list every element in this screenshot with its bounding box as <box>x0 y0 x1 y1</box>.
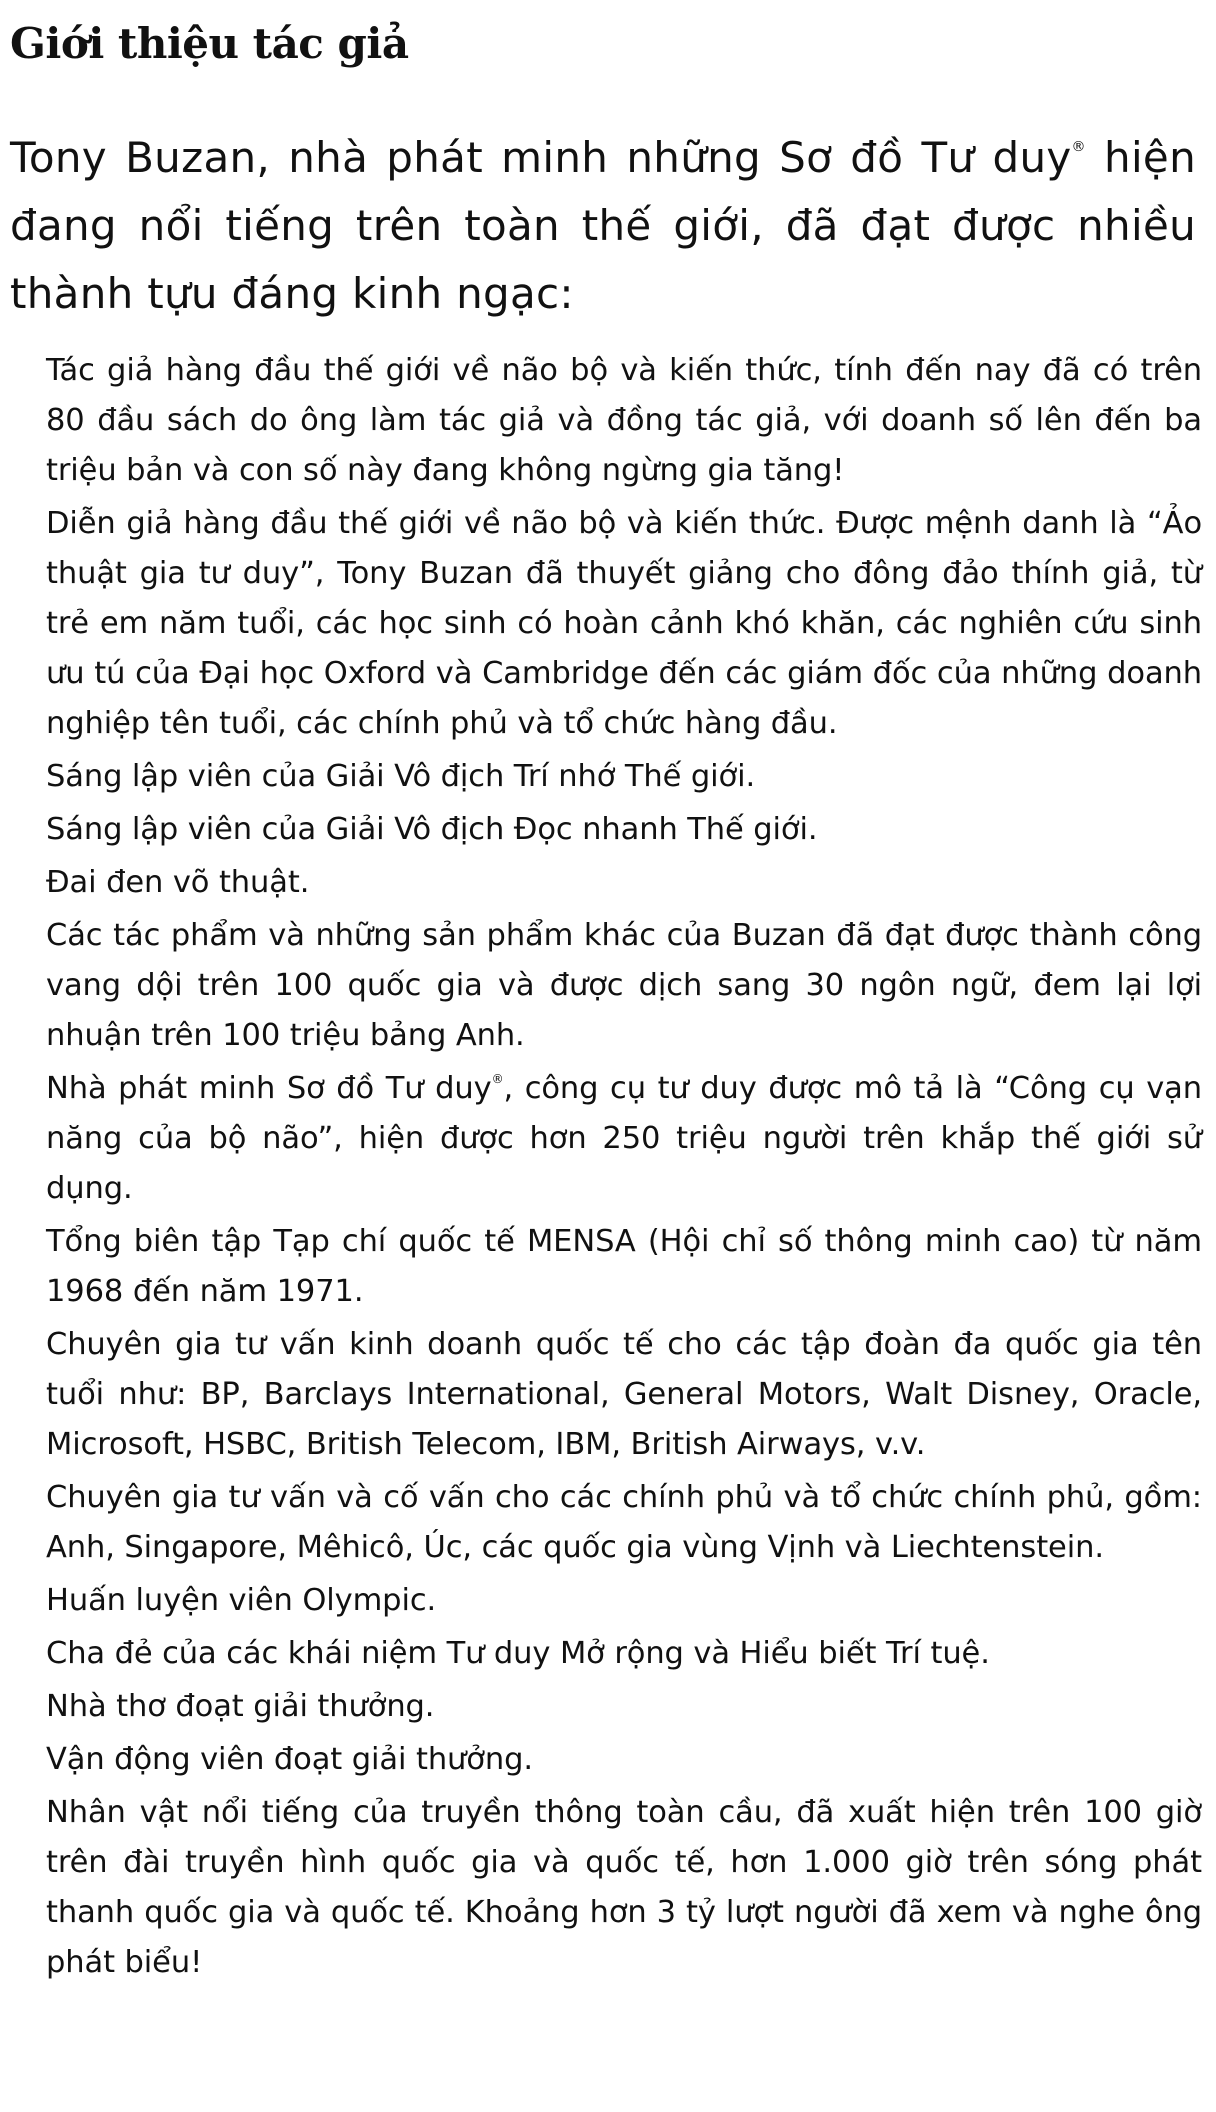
achievement-item: Chuyên gia tư vấn kinh doanh quốc tế cho các tập đoàn đa quốc gia tên tuổi như: BP, Barclays International, General Motors, Walt Disney, Oracle, Microsoft, HSBC, British Telecom, IBM, British Airways, v.v. <box>46 1327 1202 1462</box>
achievement-item: Sáng lập viên của Giải Vô địch Đọc nhanh Thế giới. <box>46 812 818 847</box>
achievement-text-start: Nhà phát minh Sơ đồ Tư duy <box>46 1071 492 1106</box>
achievement-item: Sáng lập viên của Giải Vô địch Trí nhớ Thế giới. <box>46 759 756 794</box>
achievement-item: Các tác phẩm và những sản phẩm khác của Buzan đã đạt được thành công vang dội trên 100 quốc gia và được dịch sang 30 ngôn ngữ, đem lại lợi nhuận trên 100 triệu bảng Anh. <box>46 918 1202 1053</box>
achievement-item: Huấn luyện viên Olympic. <box>46 1583 437 1618</box>
achievement-item: Tác giả hàng đầu thế giới về não bộ và kiến thức, tính đến nay đã có trên 80 đầu sách do ông làm tác giả và đồng tác giả, với doanh số lên đến ba triệu bản và con số này đang không ngừng gia tăng! <box>46 353 1202 488</box>
achievement-item: Vận động viên đoạt giải thưởng. <box>46 1742 533 1777</box>
intro-paragraph <box>10 124 1202 328</box>
achievement-item: Đai đen võ thuật. <box>46 865 310 900</box>
achievement-item: Nhà thơ đoạt giải thưởng. <box>46 1689 435 1724</box>
achievement-item: Nhân vật nổi tiếng của truyền thông toàn cầu, đã xuất hiện trên 100 giờ trên đài truyền hình quốc gia và quốc tế, hơn 1.000 giờ trên sóng phát thanh quốc gia và quốc tế. Khoảng hơn 3 tỷ lượt người đã xem và nghe ông phát biểu! <box>46 1795 1202 1980</box>
achievement-text-end: , công cụ tư duy được mô tả là “Công cụ vạn năng của bộ não”, hiện được hơn 250 triệu người trên khắp thế giới sử dụng. <box>46 1071 1202 1206</box>
registered-mark: ® <box>491 1071 504 1086</box>
achievement-item: Diễn giả hàng đầu thế giới về não bộ và kiến thức. Được mệnh danh là “Ảo thuật gia tư duy”, Tony Buzan đã thuyết giảng cho đông đảo thính giả, từ trẻ em năm tuổi, các học sinh có hoàn cảnh khó khăn, các nghiên cứu sinh ưu tú của Đại học Oxford và Cambridge đến các giám đốc của những doanh nghiệp tên tuổi, các chính phủ và tổ chức hàng đầu. <box>46 506 1202 741</box>
achievement-item: Cha đẻ của các khái niệm Tư duy Mở rộng và Hiểu biết Trí tuệ. <box>46 1636 990 1671</box>
intro-text-start: Tony Buzan, nhà phát minh những Sơ đồ Tư duy <box>10 133 1072 182</box>
page-title: Giới thiệu tác giả <box>10 19 409 68</box>
achievements-list <box>10 346 1202 1988</box>
achievement-item: Tổng biên tập Tạp chí quốc tế MENSA (Hội chỉ số thông minh cao) từ năm 1968 đến năm 1971. <box>46 1224 1202 1309</box>
achievement-item <box>46 1064 1202 1214</box>
registered-mark: ® <box>1071 139 1086 155</box>
intro-text-end: hiện đang nổi tiếng trên toàn thế giới, đã đạt được nhiều thành tựu đáng kinh ngạc: <box>10 133 1196 318</box>
achievement-item: Chuyên gia tư vấn và cố vấn cho các chính phủ và tổ chức chính phủ, gồm: Anh, Singapore, Mêhicô, Úc, các quốc gia vùng Vịnh và Liechtenstein. <box>46 1480 1202 1565</box>
